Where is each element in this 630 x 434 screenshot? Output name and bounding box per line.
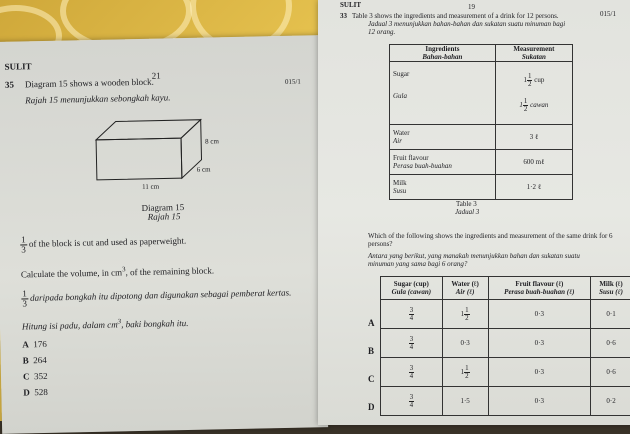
answer-options-table [380, 276, 630, 416]
option-label-a[interactable]: A [368, 318, 375, 328]
answer-option-b[interactable]: B 264 [23, 355, 47, 366]
table-header-row [390, 45, 573, 62]
option-row-b[interactable] [381, 329, 630, 358]
option-label-c[interactable]: C [368, 374, 375, 384]
ingredients-table [389, 44, 573, 200]
diagram-caption: Diagram 15 [141, 202, 184, 213]
table-intro-ms-2: 12 orang. [368, 28, 395, 36]
milk-cell: 0·2 [591, 387, 630, 416]
option-row-d[interactable] [381, 387, 630, 416]
calc-instruction-ms: Hitung isi padu, dalam $cm^3$, baki bongkah itu. [22, 316, 189, 331]
measure-milk: 1·2 ℓ [495, 175, 572, 200]
col-ingredients: Ingredients Bahan-bahan [390, 45, 496, 62]
sugar-cell: $\frac{3}{4}$ [381, 300, 443, 329]
question-title: Diagram 15 shows a wooden block. [25, 77, 154, 90]
options-question-ms-2: minuman yang sama bagi 6 orang? [368, 260, 467, 268]
options-question: Which of the following shows the ingredients and measurement of the same drink for 6 persons? [368, 232, 630, 248]
header-fruit: Fruit flavour (ℓ) Perasa buah-buahan (ℓ) [488, 277, 591, 300]
table-row [390, 125, 573, 150]
question-number-right: 33 [340, 12, 347, 20]
options-header-row [381, 277, 630, 300]
table-caption: Table 3 [456, 200, 477, 208]
water-cell: 1 $\frac{1}{2}$ [442, 300, 488, 329]
answer-option-c[interactable]: C 352 [23, 371, 48, 382]
milk-cell: 0·1 [591, 300, 630, 329]
ingredient-fruit-flavour: Fruit flavour Perasa buah-buahan [390, 150, 496, 175]
sugar-cell: $\frac{3}{4}$ [381, 387, 443, 416]
fruit-cell: 0·3 [488, 387, 591, 416]
milk-cell: 0·6 [591, 358, 630, 387]
header-milk: Milk (ℓ) Susu (ℓ) [591, 277, 630, 300]
page-number-right: 19 [468, 3, 475, 11]
question-title-ms: Rajah 15 menunjukkan sebongkah kayu. [25, 92, 170, 105]
dim-height: 8 cm [205, 137, 219, 145]
ingredient-milk: Milk Susu [390, 175, 496, 200]
sugar-cell: $\frac{3}{4}$ [381, 358, 443, 387]
answer-option-d[interactable]: D 528 [23, 387, 48, 398]
ingredient-water: Water Air [390, 125, 496, 150]
milk-cell: 0·6 [591, 329, 630, 358]
answer-option-a[interactable]: A 176 [22, 339, 47, 350]
fraction-statement-ms: $\frac{1}{3}$ daripada bongkah itu dipotong dan digunakan sebagai pemberat kertas. [21, 284, 291, 309]
ingredient-sugar: Sugar Gula [390, 62, 496, 125]
table-row [390, 175, 573, 200]
paper-code-right: 015/1 [600, 10, 616, 18]
option-row-a[interactable] [381, 300, 630, 329]
header-sugar: Sugar (cup) Gula (cawan) [381, 277, 443, 300]
calc-instruction: Calculate the volume, in $cm^3$, of the remaining block. [21, 263, 214, 279]
sugar-cell: $\frac{3}{4}$ [381, 329, 443, 358]
fraction: $\frac{1}{3}$ [20, 235, 27, 254]
table-intro-ms: Jadual 3 menunjukkan bahan-bahan dan sukatan suatu minuman bagi [368, 20, 565, 28]
option-label-b[interactable]: B [368, 346, 374, 356]
table-caption-ms: Jadual 3 [455, 208, 479, 216]
fruit-cell: 0·3 [488, 358, 591, 387]
water-cell: 1·5 [442, 387, 488, 416]
option-row-c[interactable] [381, 358, 630, 387]
table-intro: Table 3 shows the ingredients and measurement of a drink for 12 persons. [352, 12, 559, 20]
fraction-statement: $\frac{1}{3}$ of the block is cut and used as paperweight. [20, 232, 186, 254]
diagram-caption-ms: Rajah 15 [148, 211, 181, 222]
table-row [390, 62, 573, 125]
water-cell: 1 $\frac{1}{2}$ [442, 358, 488, 387]
paper-code: 015/1 [285, 78, 301, 86]
table-row [390, 150, 573, 175]
measure-water: 3 ℓ [495, 125, 572, 150]
fruit-cell: 0·3 [488, 329, 591, 358]
right-page [318, 0, 630, 425]
header-water: Water (ℓ) Air (ℓ) [442, 277, 488, 300]
fraction-ms: $\frac{1}{3}$ [21, 289, 28, 308]
options-question-ms: Antara yang berikut, yang manakah menunjukkan bahan dan sukatan suatu [368, 252, 580, 260]
measure-fruit-flavour: 600 mℓ [495, 150, 572, 175]
water-cell: 0·3 [442, 329, 488, 358]
measure-sugar: 1 $\frac{1}{2}$ cup 1 $\frac{1}{2}$ cawan [495, 62, 572, 125]
question-number: 35 [5, 80, 14, 90]
wooden-block-diagram [91, 115, 212, 187]
left-page [0, 35, 328, 434]
fruit-cell: 0·3 [488, 300, 591, 329]
sulit-header-right: SULIT [340, 1, 361, 9]
col-measurement: Measurement Sukatan [495, 45, 572, 62]
sulit-header: SULIT [4, 61, 31, 72]
page-number: 21 [152, 71, 161, 81]
option-label-d[interactable]: D [368, 402, 375, 412]
dim-length: 11 cm [142, 183, 159, 191]
dim-depth: 6 cm [197, 165, 211, 173]
